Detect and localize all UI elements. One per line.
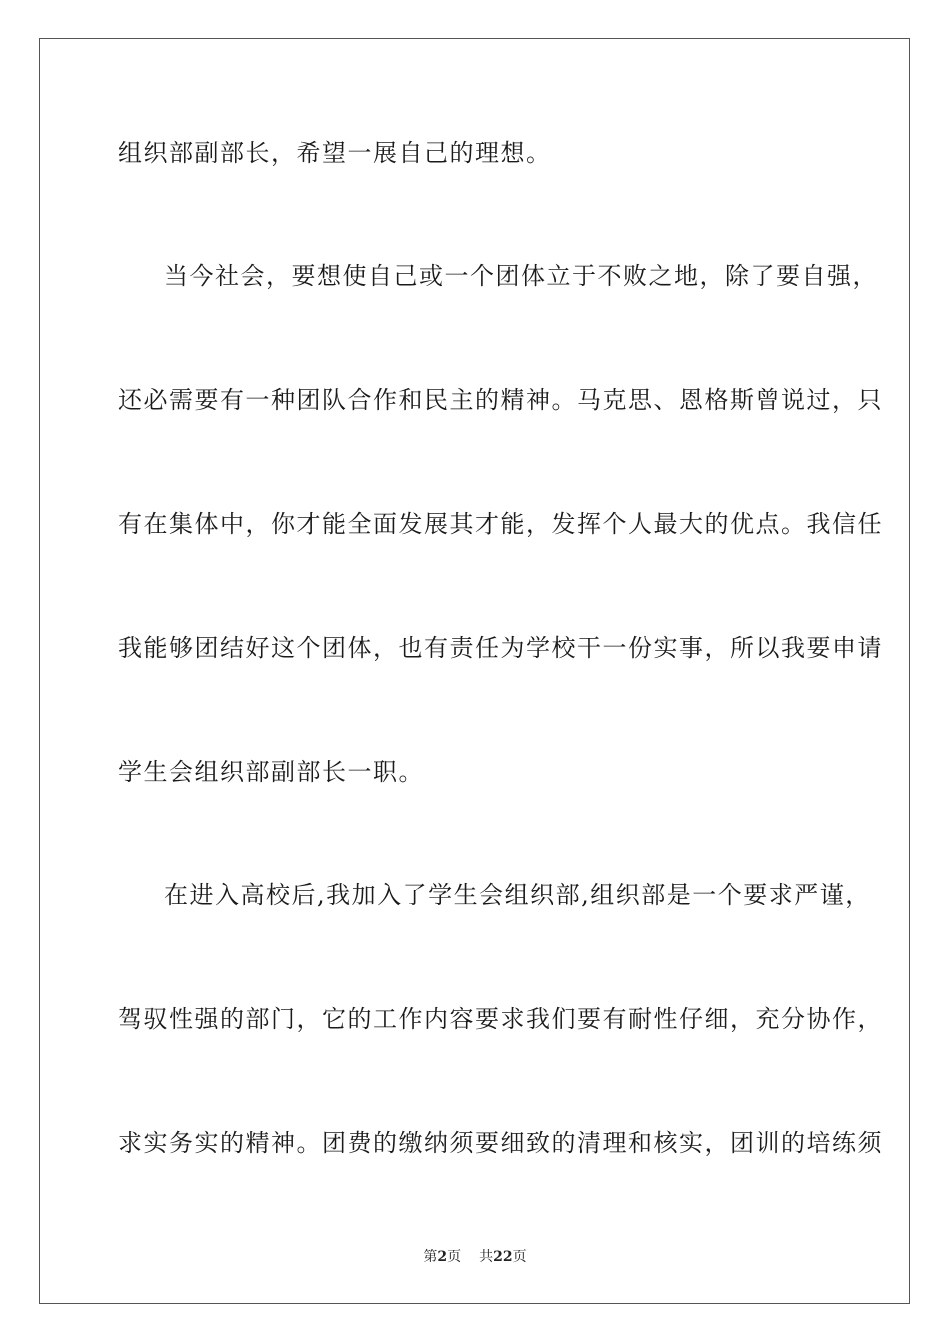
total-suffix: 页 <box>512 1249 527 1265</box>
body-text-line-9: 求实务实的精神。团费的缴纳须要细致的清理和核实，团训的培练须 <box>118 1129 883 1157</box>
body-text-line-7: 在进入高校后,我加入了学生会组织部,组织部是一个要求严谨， <box>164 881 871 909</box>
page-number: 2 <box>437 1249 448 1265</box>
body-text-line-3: 还必需要有一种团队合作和民主的精神。马克思、恩格斯曾说过，只 <box>118 386 883 414</box>
body-text-line-5: 我能够团结好这个团体，也有责任为学校干一份实事，所以我要申请 <box>118 634 883 662</box>
body-text-line-1: 组织部副部长，希望一展自己的理想。 <box>118 139 552 167</box>
page-footer <box>0 1248 950 1266</box>
page-prefix: 第 <box>423 1249 438 1265</box>
body-text-line-2: 当今社会，要想使自己或一个团体立于不败之地，除了要自强， <box>164 262 878 290</box>
page-border <box>39 38 910 1304</box>
total-pages: 22 <box>493 1249 513 1265</box>
body-text-line-8: 驾驭性强的部门，它的工作内容要求我们要有耐性仔细，充分协作， <box>118 1005 883 1033</box>
body-text-line-4: 有在集体中，你才能全面发展其才能，发挥个人最大的优点。我信任 <box>118 510 883 538</box>
total-prefix: 共 <box>479 1249 494 1265</box>
page-suffix: 页 <box>447 1249 462 1265</box>
body-text-line-6: 学生会组织部副部长一职。 <box>118 758 424 786</box>
